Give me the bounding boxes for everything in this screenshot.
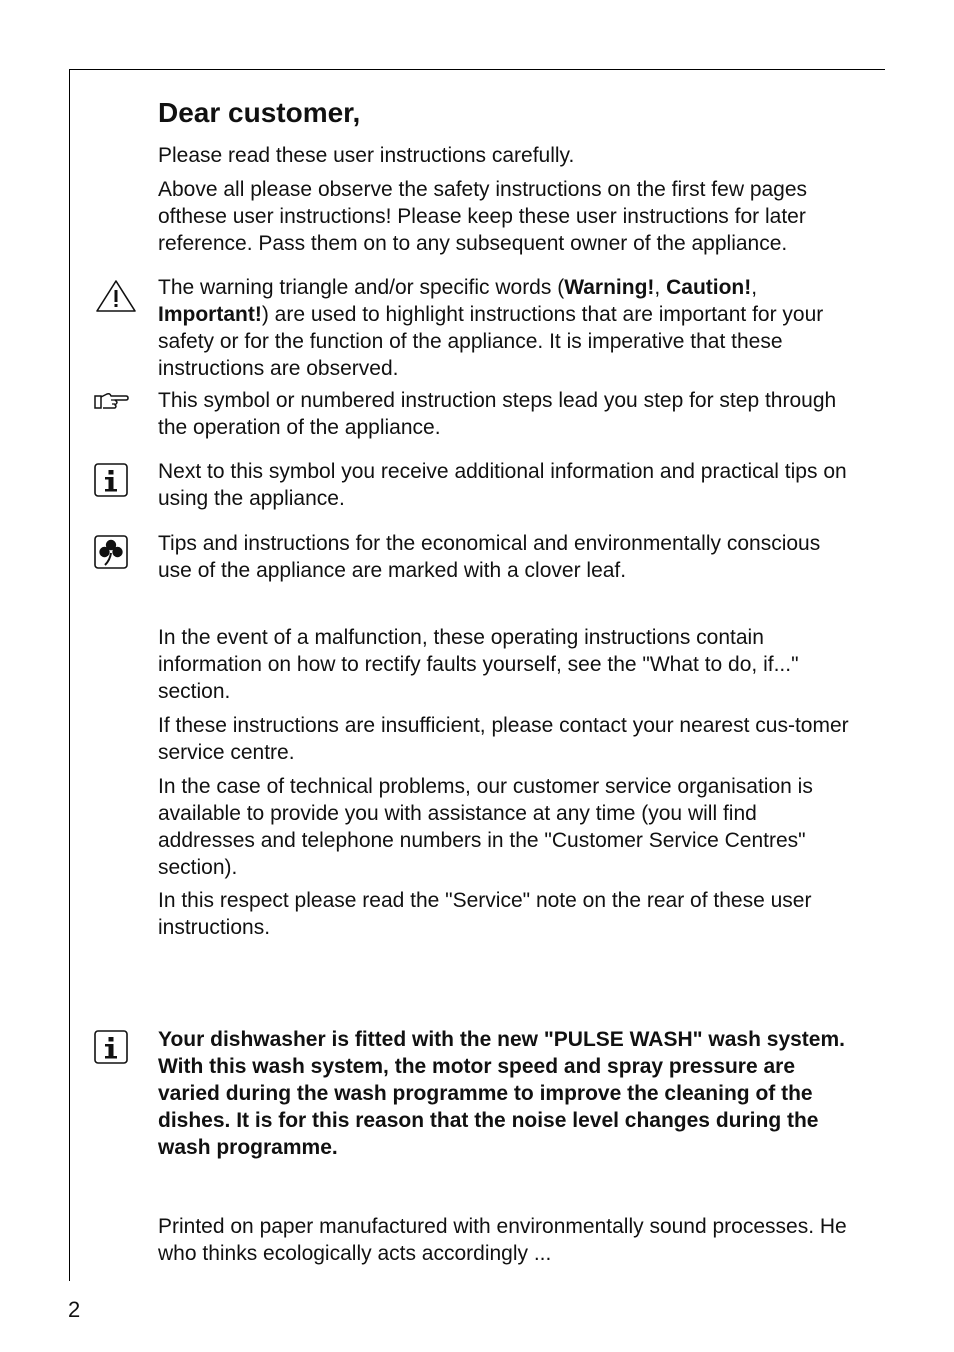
malfunction-paragraph: In the event of a malfunction, these operating instructions contain information on how to rectify faults yourself, see the "What to do, if..." section. <box>158 626 799 703</box>
eco-description: Tips and instructions for the economical and environmentally conscious use of the appliance are marked with a clover leaf. <box>158 532 821 582</box>
steps-description: This symbol or numbered instruction steps lead you step for step through the operation of the appliance. <box>158 389 837 439</box>
warning-triangle-icon <box>94 278 138 314</box>
info-icon <box>94 1030 128 1064</box>
important-word: Important! <box>158 303 262 326</box>
insufficient-paragraph: If these instructions are insufficient, please contact your nearest cus-tomer service centre. <box>158 714 849 764</box>
intro-paragraph-2: Above all please observe the safety instructions on the first few pages ofthese user instructions! Please keep these user instructions for later reference. Pass them on to any subsequent owner of the appliance. <box>158 178 808 255</box>
info-description: Next to this symbol you receive additional information and practical tips on using the appliance. <box>158 460 847 510</box>
footer-ecology-note: Printed on paper manufactured with environmentally sound processes. He who thinks ecologically acts accordingly ... <box>158 1215 847 1265</box>
intro-paragraph-1: Please read these user instructions carefully. <box>158 144 575 167</box>
caution-word: Caution! <box>666 276 752 299</box>
service-note-paragraph: In this respect please read the "Service" note on the rear of these user instructions. <box>158 889 812 939</box>
technical-problems-paragraph: In the case of technical problems, our customer service organisation is available to provide you with assistance at any time (you will find addresses and telephone numbers in the "Customer Service Centres" section). <box>158 775 813 879</box>
clover-leaf-icon <box>94 535 128 569</box>
info-icon <box>94 463 128 497</box>
pointing-hand-icon <box>93 390 129 412</box>
left-rule <box>69 69 70 1281</box>
top-rule <box>69 69 885 70</box>
page-title: Dear customer, <box>158 97 361 128</box>
pulse-wash-note: Your dishwasher is fitted with the new "PULSE WASH" wash system. With this wash system, the motor speed and spray pressure are varied during the wash programme to improve the cleaning of the dishes. It is for this reason that the noise level changes during the wash programme. <box>158 1028 845 1159</box>
warning-word: Warning! <box>564 276 655 299</box>
warning-description: The warning triangle and/or specific words (Warning!, Caution!, Important!) are used to highlight instructions that are important for your safety or for the function of the appliance. It is imperative that these instructions are observed. <box>158 276 824 380</box>
page-number: 2 <box>68 1297 81 1322</box>
